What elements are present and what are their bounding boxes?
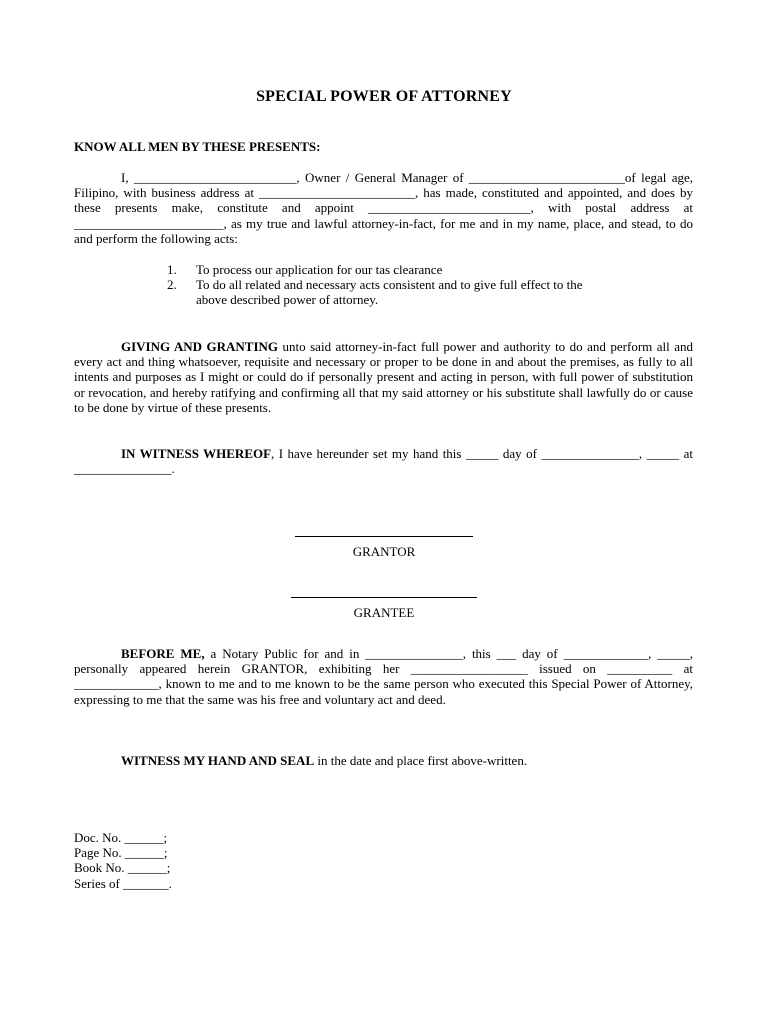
list-item	[167, 277, 607, 307]
giving-granting-lead: GIVING AND GRANTING	[121, 339, 279, 354]
doc-no: Doc. No. ______;	[74, 830, 168, 845]
page-no: Page No. ______;	[74, 845, 168, 861]
before-me-text: a Notary Public for and in _______________, this ___ day of _____________, _____, personally appeared herein GRANTOR, exhibiting her __________________ issued on __________ at _____________, known to me and to me known to be the same person who executed this Special Power of Attorney, expressing to me that the same was his free and voluntary act and deed.	[74, 646, 694, 707]
grantor-signature-block	[0, 525, 768, 559]
grantor-signature-line	[295, 536, 473, 537]
hand-seal-paragraph	[74, 753, 693, 768]
acts-list	[167, 262, 607, 308]
giving-granting-text: unto said attorney-in-fact full power and authority to do and perform all and every act and thing whatsoever, requisite and necessary or proper to be done in and about the premises, as fully to all intents and purposes as I might or could do if personally present and acting in person, with full power of substitution or revocation, and hereby ratifying and confirming all that my said attorney or his substitute shall lawfully do or cause to be done by virtue of these presents.	[74, 339, 693, 415]
list-item-text: To process our application for our tas clearance	[196, 262, 443, 277]
giving-granting-paragraph	[74, 339, 693, 415]
list-item-number: 1.	[167, 262, 177, 277]
notary-register	[74, 830, 172, 891]
before-me-lead: BEFORE ME,	[121, 646, 205, 661]
before-me-paragraph	[74, 646, 693, 707]
document-title: SPECIAL POWER OF ATTORNEY	[256, 88, 512, 105]
witness-whereof-lead: IN WITNESS WHEREOF	[121, 446, 272, 461]
intro-text: I, _________________________, Owner / General Manager of ________________________of legal age, Filipino, with business address at ________________________, has made, constituted and appointed, and does by these presents make, constitute and appoint _________________________, with postal address at _______________________, as my true and lawful attorney-in-fact, for me and in my name, place, and stead, to do and perform the following acts:	[74, 170, 693, 246]
intro-paragraph	[74, 170, 693, 246]
witness-whereof-paragraph	[74, 446, 693, 476]
witness-whereof-text: , I have hereunder set my hand this _____ day of _______________, _____ at _______________.	[74, 446, 693, 477]
grantee-label: GRANTEE	[353, 605, 415, 621]
hand-seal-text: in the date and place first above-written.	[314, 753, 528, 768]
book-no: Book No. ______;	[74, 860, 171, 876]
list-item	[167, 262, 607, 277]
list-item-number: 2.	[167, 277, 177, 293]
know-all-men-heading: KNOW ALL MEN BY THESE PRESENTS:	[74, 139, 321, 154]
grantor-label: GRANTOR	[352, 544, 416, 560]
grantee-signature-block	[0, 586, 768, 620]
hand-seal-lead: WITNESS MY HAND AND SEAL	[121, 753, 315, 768]
series-of: Series of _______.	[74, 875, 172, 891]
grantee-signature-line	[291, 597, 477, 598]
list-item-text: To do all related and necessary acts consistent and to give full effect to the above described power of attorney.	[196, 277, 593, 308]
